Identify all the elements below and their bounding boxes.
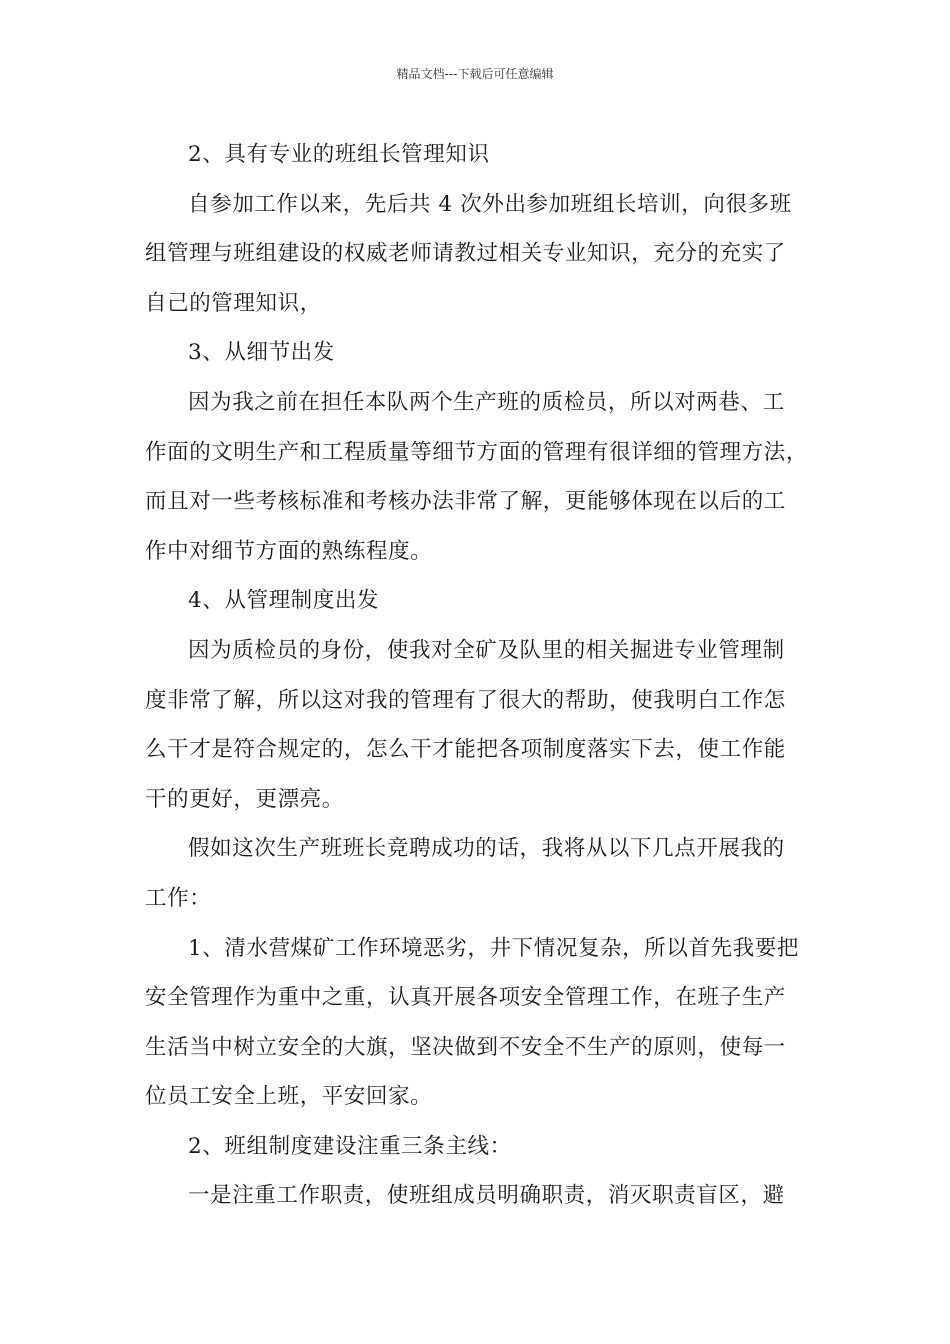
page-header: 精品文档---下载后可任意编辑: [396, 67, 554, 81]
text-line: 2、班组制度建设注重三条主线：: [188, 1133, 512, 1159]
paragraph-safety: [145, 924, 825, 1122]
heading-professional-knowledge: [145, 130, 825, 180]
heading-team-system: [145, 1122, 825, 1172]
text-line: 生活当中树立安全的大旗，坚决做到不安全不生产的原则，使每一: [145, 1034, 786, 1060]
text-line: 一是注重工作职责，使班组成员明确职责，消灭职责盲区，避: [188, 1183, 785, 1209]
text-line: 自己的管理知识，: [145, 290, 322, 316]
heading-details: [145, 328, 825, 378]
paragraph-regulations: [145, 626, 825, 824]
document-body: [145, 130, 825, 1221]
text-line: 位员工安全上班，平安回家。: [145, 1084, 433, 1110]
text-line: 组管理与班组建设的权威老师请教过相关专业知识，充分的充实了: [145, 241, 786, 267]
paragraph-plan-intro: [145, 824, 825, 923]
text-line: 自参加工作以来，先后共 4 次外出参加班组长培训，向很多班: [188, 191, 792, 217]
text-line: 干的更好，更漂亮。: [145, 786, 344, 812]
text-line: 2、具有专业的班组长管理知识: [188, 142, 490, 167]
paragraph-quality-inspector: [145, 378, 825, 576]
text-line: 度非常了解，所以这对我的管理有了很大的帮助，使我明白工作怎: [145, 687, 786, 713]
text-line: 么干才是符合规定的，怎么干才能把各项制度落实下去，使工作能: [145, 737, 786, 763]
text-line: 工作：: [145, 885, 212, 911]
paragraph-responsibilities: [145, 1171, 825, 1221]
text-line: 3、从细节出发: [188, 340, 335, 366]
heading-management-system: [145, 576, 825, 626]
paragraph-training: [145, 180, 825, 329]
text-line: 作中对细节方面的熟练程度。: [145, 538, 433, 564]
text-line: 4、从管理制度出发: [188, 588, 380, 614]
text-line: 而且对一些考核标准和考核办法非常了解，更能够体现在以后的工: [145, 489, 786, 515]
text-line: 假如这次生产班班长竞聘成功的话，我将从以下几点开展我的: [188, 836, 785, 862]
text-line: 1、清水营煤矿工作环境恶劣，井下情况复杂，所以首先我要把: [188, 935, 799, 961]
text-line: 作面的文明生产和工程质量等细节方面的管理有很详细的管理方法，: [145, 439, 809, 465]
text-line: 安全管理作为重中之重，认真开展各项安全管理工作，在班子生产: [145, 985, 786, 1011]
text-line: 因为质检员的身份，使我对全矿及队里的相关掘进专业管理制: [188, 637, 785, 663]
text-line: 因为我之前在担任本队两个生产班的质检员，所以对两巷、工: [188, 389, 785, 415]
